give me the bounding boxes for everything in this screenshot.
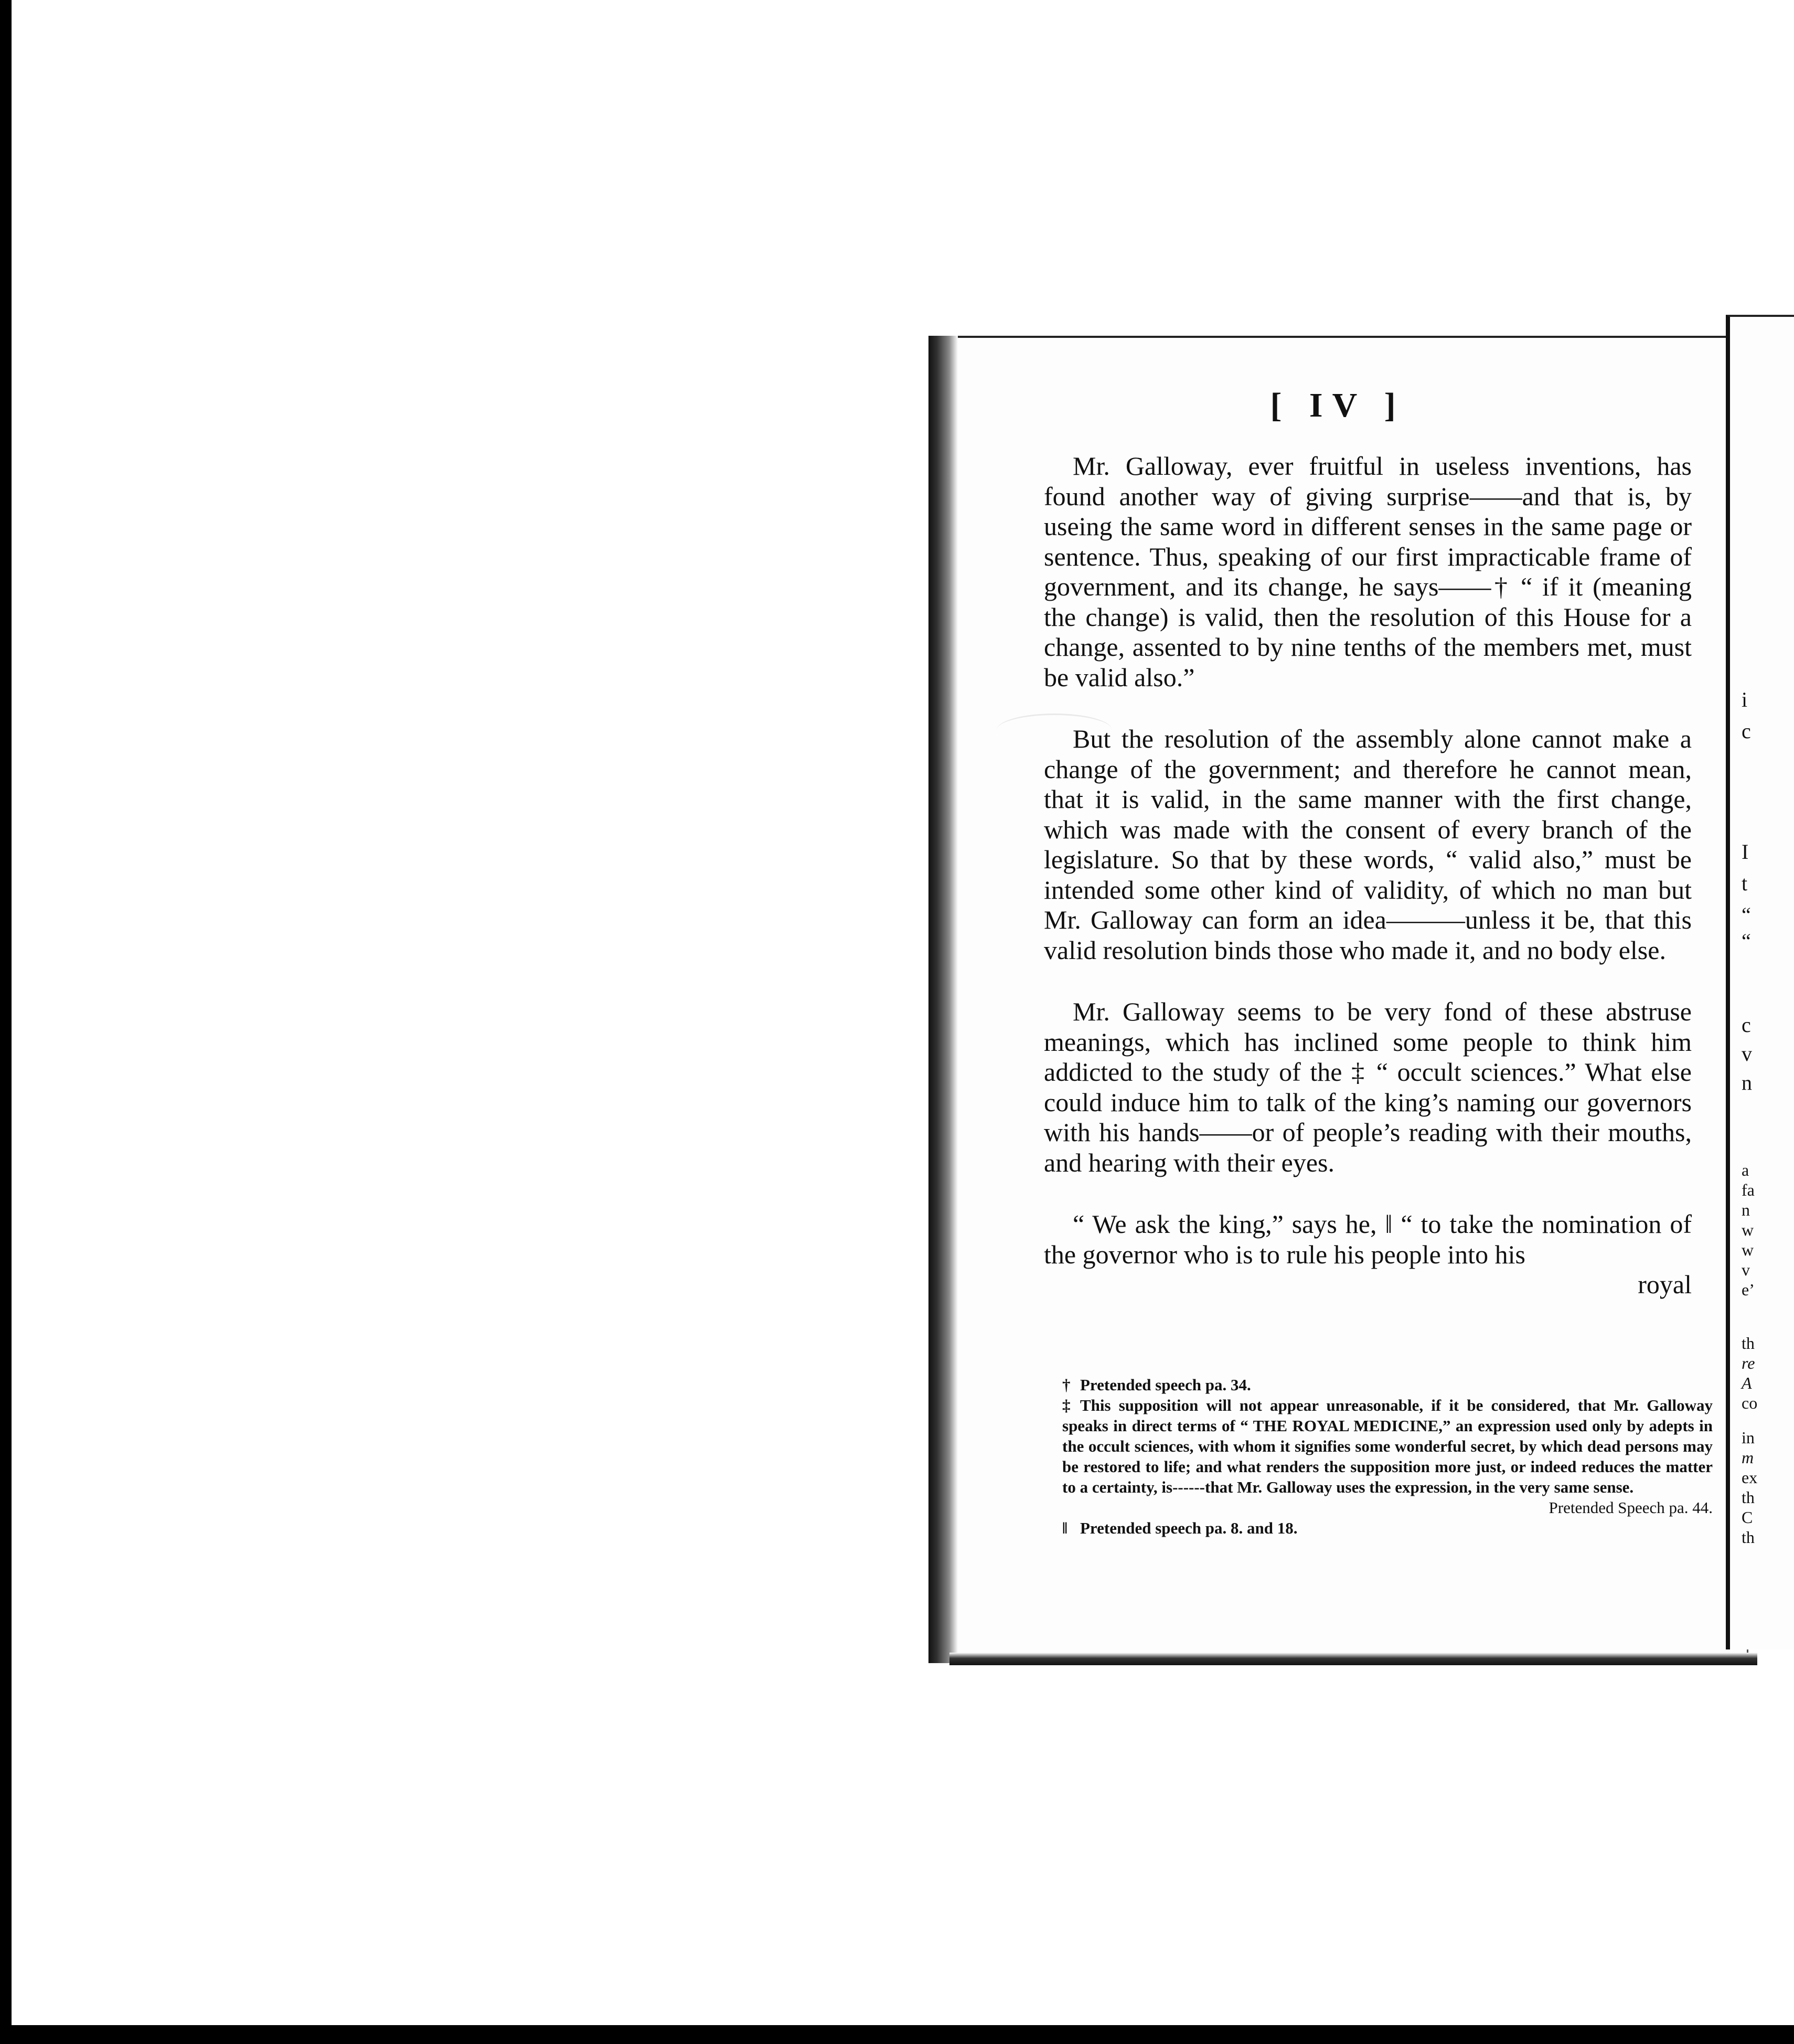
footnote-mark: ‖ — [1062, 1519, 1068, 1537]
fragment-text: th — [1742, 1528, 1755, 1547]
fragment-text: “ — [1742, 929, 1751, 953]
fragment-text: n — [1742, 1071, 1752, 1094]
scan-border-left — [0, 0, 12, 2044]
fragment-text: t — [1742, 871, 1748, 895]
fragment-text: c — [1742, 719, 1751, 743]
footnote-text: Pretended speech pa. 8. and 18. — [1080, 1519, 1298, 1537]
fragment-text: A — [1742, 1374, 1752, 1392]
page-bottom-edge — [949, 1653, 1757, 1665]
fragment-text: v — [1742, 1260, 1750, 1279]
fragment-text: re — [1742, 1354, 1755, 1372]
footnote-text: Pretended speech pa. 34. — [1080, 1376, 1251, 1394]
body-text — [1044, 451, 1692, 1300]
fragment-text: “ — [1742, 903, 1751, 927]
fragment-text: w — [1742, 1240, 1754, 1259]
fragment-text: m — [1742, 1448, 1754, 1467]
adjacent-page-fragment — [1726, 315, 1794, 1649]
fragment-text: w — [1742, 1220, 1754, 1239]
fragment-text: fa — [1742, 1180, 1755, 1199]
footnote-mark: † — [1062, 1376, 1071, 1394]
footnote — [1062, 1518, 1713, 1538]
footnote-mark: ‡ — [1062, 1396, 1071, 1414]
paragraph: Mr. Galloway seems to be very fond of these abstruse meanings, which has inclined some people to think him addicted to the study of the ‡ “ occult sciences.” What else could induce him to talk of the king’s naming our governors with his hands——or of people’s reading with their mouths, and hearing with their eyes. — [1044, 997, 1692, 1177]
catchword: royal — [1638, 1270, 1692, 1299]
footnote-reference: Pretended Speech pa. 44. — [1549, 1498, 1713, 1517]
fragment-text: i — [1742, 688, 1748, 711]
fragment-text: c — [1742, 1013, 1751, 1037]
fragment-text: co — [1742, 1393, 1758, 1412]
fragment-text: I — [1742, 840, 1749, 864]
paragraph: Mr. Galloway, ever fruitful in useless inventions, has found another way of giving surprise——and that is, by useing the same word in different senses in the same page or sentence. Thus, speaking of our first impracticable frame of government, and its change, he says——† “ if it (meaning the change) is valid, then the resolution of this House for a change, assented to by nine tenths of the members met, must be valid also.” — [1044, 451, 1692, 692]
footnote — [1062, 1375, 1713, 1395]
paragraph: “ We ask the king,” says he, ‖ “ to take the nomination of the governor who is to rule his people into his — [1044, 1209, 1692, 1269]
paragraph: But the resolution of the assembly alone cannot make a change of the government; and therefore he cannot mean, that it is valid, in the same manner with the first change, which was made with the consent of every branch of the legislature. So that by these words, “ valid also,” must be intended some other kind of validity, of which no man but Mr. Galloway can form an idea———unless it be, that this valid resolution binds those who made it, and no body else. — [1044, 724, 1692, 965]
scan-border-bottom — [0, 2025, 1794, 2044]
fragment-text: e’ — [1742, 1280, 1755, 1299]
fragment-text: ex — [1742, 1468, 1758, 1487]
page-spine-shadow — [928, 336, 958, 1663]
footnotes — [1062, 1375, 1713, 1538]
fragment-text: C — [1742, 1508, 1753, 1527]
fragment-text: v — [1742, 1042, 1752, 1066]
footnote-text: This supposition will not appear unreasonable, if it be considered, that Mr. Galloway speaks in direct terms of “ THE ROYAL MEDICINE,” an expression used only by adepts in the occult sciences, with whom it signifies some wonderful secret, by which dead persons may be restored to life; and what renders the supposition more just, or indeed reduces the matter to a certainty, is------that Mr. Galloway uses the expression, in the very same sense. — [1062, 1396, 1713, 1496]
fragment-text: a — [1742, 1161, 1749, 1179]
fragment-text: in — [1742, 1428, 1755, 1447]
fragment-text: n — [1742, 1200, 1750, 1219]
footnote — [1062, 1395, 1713, 1517]
page-number: [ IV ] — [1270, 386, 1405, 424]
fragment-text: th — [1742, 1334, 1755, 1353]
fragment-text: th — [1742, 1488, 1755, 1507]
